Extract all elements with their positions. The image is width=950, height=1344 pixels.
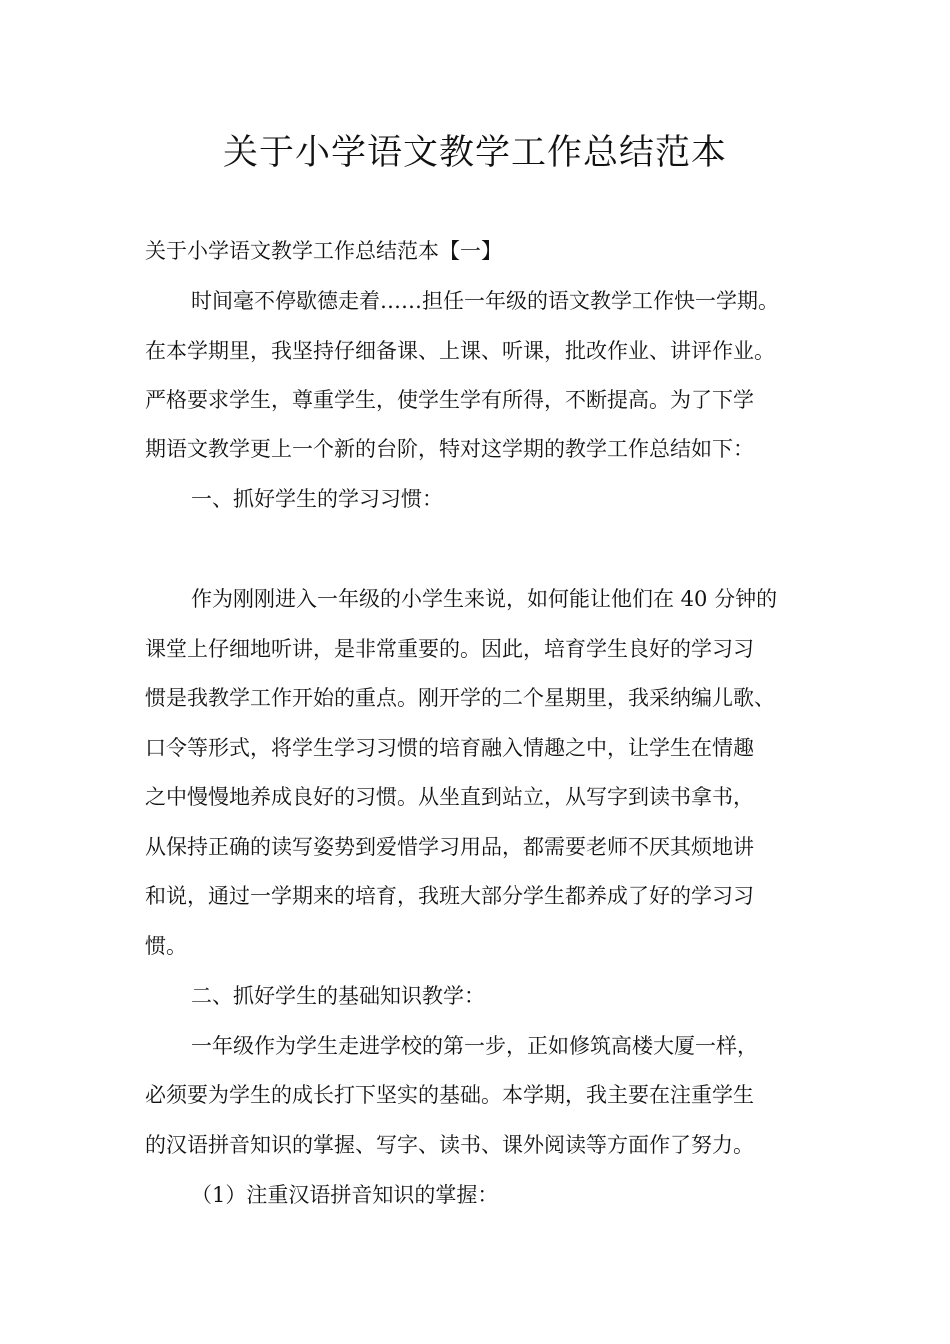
paragraph-line: 一年级作为学生走进学校的第一步，正如修筑高楼大厦一样， bbox=[191, 1034, 758, 1058]
paragraph-line: 严格要求学生，尊重学生，使学生学有所得，不断提高。为了下学 bbox=[145, 388, 754, 412]
paragraph-line: 之中慢慢地养成良好的习惯。从坐直到站立，从写字到读书拿书， bbox=[145, 785, 754, 809]
paragraph-line: 口令等形式，将学生学习习惯的培育融入情趣之中，让学生在情趣 bbox=[145, 736, 754, 760]
document-title: 关于小学语文教学工作总结范本 bbox=[222, 133, 727, 173]
subsection-heading: 二、抓好学生的基础知识教学： bbox=[191, 984, 485, 1008]
paragraph-line: 和说，通过一学期来的培育，我班大部分学生都养成了好的学习习 bbox=[145, 884, 754, 908]
subsection-heading: 一、抓好学生的学习习惯： bbox=[191, 487, 443, 511]
paragraph-line: 必须要为学生的成长打下坚实的基础。本学期，我主要在注重学生 bbox=[145, 1083, 754, 1107]
paragraph-line: 在本学期里，我坚持仔细备课、上课、听课，批改作业、讲评作业。 bbox=[145, 339, 775, 363]
paragraph-line: 惯是我教学工作开始的重点。刚开学的二个星期里，我采纳编儿歌、 bbox=[145, 686, 775, 710]
paragraph-line: 的汉语拼音知识的掌握、写字、读书、课外阅读等方面作了努力。 bbox=[145, 1133, 754, 1157]
section-heading: 关于小学语文教学工作总结范本【一】 bbox=[145, 239, 502, 263]
paragraph-line: 期语文教学更上一个新的台阶，特对这学期的教学工作总结如下： bbox=[145, 437, 754, 461]
paragraph-line: 时间毫不停歇德走着……担任一年级的语文教学工作快一学期。 bbox=[191, 289, 779, 313]
paragraph-line: 课堂上仔细地听讲，是非常重要的。因此，培育学生良好的学习习 bbox=[145, 637, 754, 661]
paragraph-line: 作为刚刚进入一年级的小学生来说，如何能让他们在 40 分钟的 bbox=[191, 587, 778, 611]
list-item-heading: （1）注重汉语拼音知识的掌握： bbox=[191, 1183, 499, 1207]
paragraph-line: 从保持正确的读写姿势到爱惜学习用品，都需要老师不厌其烦地讲 bbox=[145, 835, 754, 859]
paragraph-line: 惯。 bbox=[145, 934, 187, 958]
